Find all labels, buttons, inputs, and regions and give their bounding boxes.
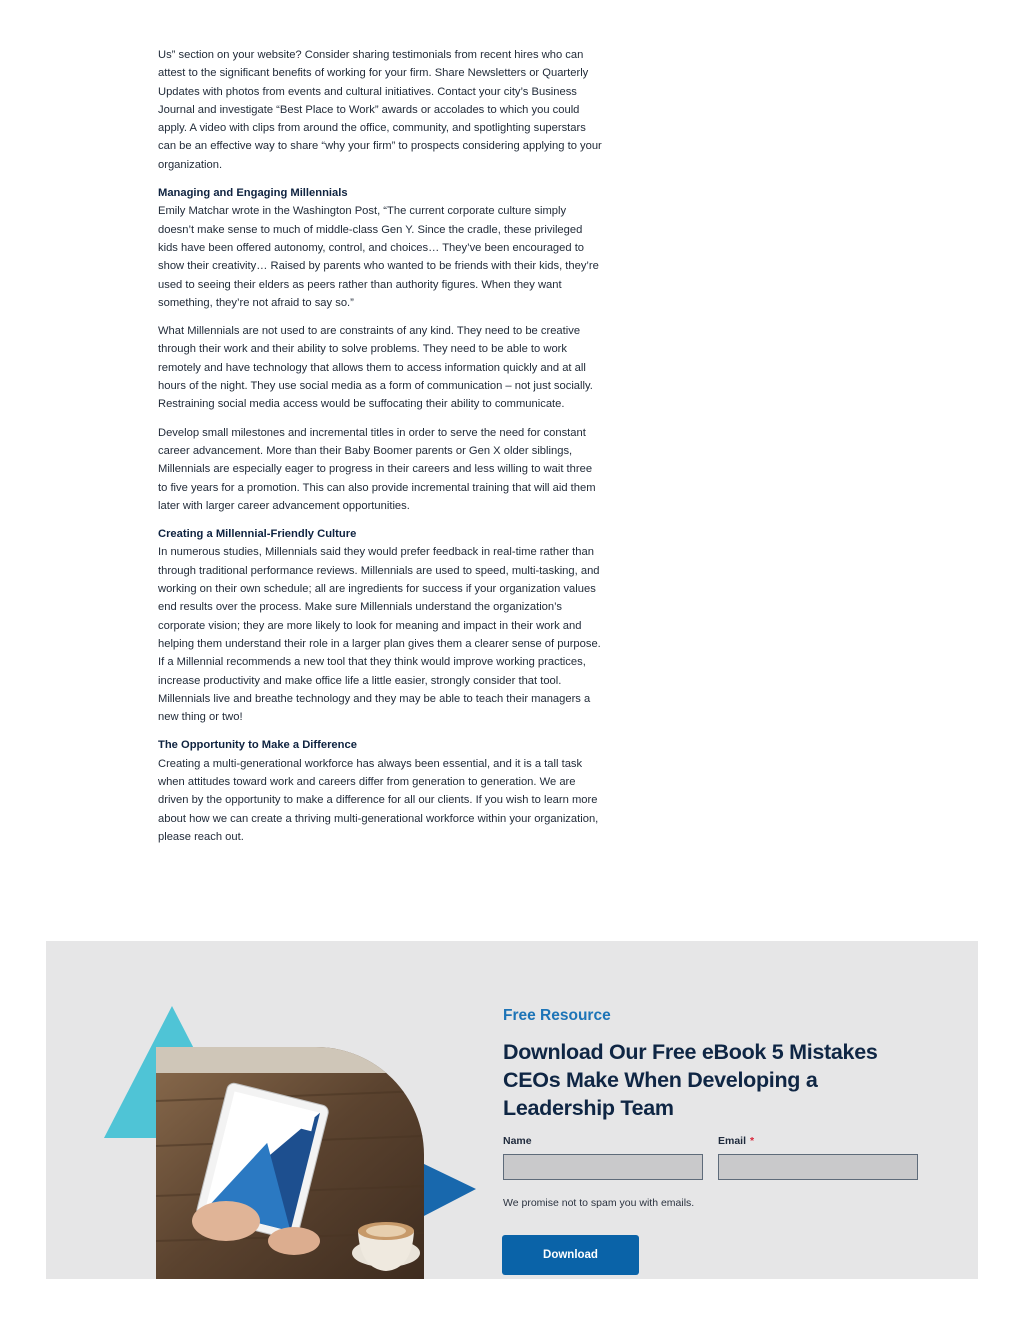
- email-input[interactable]: [718, 1154, 918, 1180]
- article-paragraph: What Millennials are not used to are constraints of any kind. They need to be creative through their work and their ability to solve problems. They need to be able to work remotely and have technology that allows them to access information quickly and at all hours of the night. They use social media as a form of communication – not just socially. Restraining social media access would be suffocating their ability to communicate.: [158, 325, 593, 411]
- article-body: [158, 46, 603, 856]
- name-label-text: Name: [503, 1135, 532, 1147]
- free-resource-label: Free Resource: [503, 1007, 611, 1024]
- article-paragraph: Us” section on your website? Consider sharing testimonials from recent hires who can attest to the significant benefits of working for your firm. Share Newsletters or Quarterly Updates with photos from events and cultural initiatives. Contact your city’s Business Journal and investigate “Best Place to Work” awards or accolades to which you could apply. A video with clips from around the office, community, and spotlighting superstars can be an effective way to share “why your firm” to prospects considering applying to your organization.: [158, 49, 602, 171]
- name-field-label: [503, 1135, 532, 1147]
- article-paragraph: Emily Matchar wrote in the Washington Post, “The current corporate culture simply doesn’t make sense to much of middle-class Gen Y. Since the cradle, these privileged kids have been offered autonomy, control, and choices… They’ve been encouraged to show their creativity… Raised by parents who wanted to be friends with their kids, they’re used to seeing their elders as peers rather than authority figures. When they want something, they’re not afraid to say so.”: [158, 205, 599, 309]
- hand-graphic: [192, 1201, 260, 1241]
- article-section: [158, 525, 603, 726]
- email-label-text: Email: [718, 1135, 747, 1147]
- article-section: [158, 184, 603, 312]
- required-asterisk: *: [750, 1135, 755, 1147]
- section-heading: Creating a Millennial-Friendly Culture: [158, 528, 357, 541]
- ebook-artwork: [46, 941, 486, 1279]
- hand-graphic: [268, 1227, 320, 1255]
- blue-arrow-decoration: [422, 1163, 476, 1217]
- section-heading: The Opportunity to Make a Difference: [158, 739, 357, 752]
- article-paragraph: Creating a multi-generational workforce has always been essential, and it is a tall task when attitudes toward work and careers differ from generation to generation. We are driven by the opportunity to make a difference for all our clients. If you wish to learn more about how we can create a thriving multi-generational workforce within your organization, please reach out.: [158, 757, 599, 843]
- section-heading: Managing and Engaging Millennials: [158, 187, 348, 200]
- article-paragraph: In numerous studies, Millennials said they would prefer feedback in real-time rather than through traditional performance reviews. Millennials are used to speed, multi-tasking, and working on their own schedule; all are ingredients for success if your organization values end results over the process. Make sure Millennials understand the organization’s corporate vision; they are more likely to look for meaning and impact in their work and helping them understand their role in a larger plan gives them a clearer sense of purpose. If a Millennial recommends a new tool that they think would improve working practices, increase productivity and make office life a little easier, strongly consider that tool. Millennials live and breathe technology and they may be able to teach their managers a new thing or two!: [158, 546, 601, 724]
- no-spam-note: We promise not to spam you with emails.: [503, 1197, 695, 1209]
- article-section: [158, 736, 603, 846]
- download-button[interactable]: Download: [502, 1235, 639, 1275]
- ebook-title: Download Our Free eBook 5 Mistakes CEOs Make When Developing a Leadership Team: [503, 1040, 878, 1120]
- ebook-promo-section: [46, 941, 978, 1279]
- article-paragraph: Develop small milestones and incremental titles in order to serve the need for constant career advancement. More than their Baby Boomer parents or Gen X older siblings, Millennials are especially eager to progress in their careers and less willing to wait three to five years for a promotion. This can also provide incremental training that will aid them later with larger career advancement opportunities.: [158, 426, 596, 512]
- name-input[interactable]: [503, 1154, 703, 1180]
- ebook-image: [46, 941, 486, 1279]
- email-field-label: [718, 1135, 754, 1147]
